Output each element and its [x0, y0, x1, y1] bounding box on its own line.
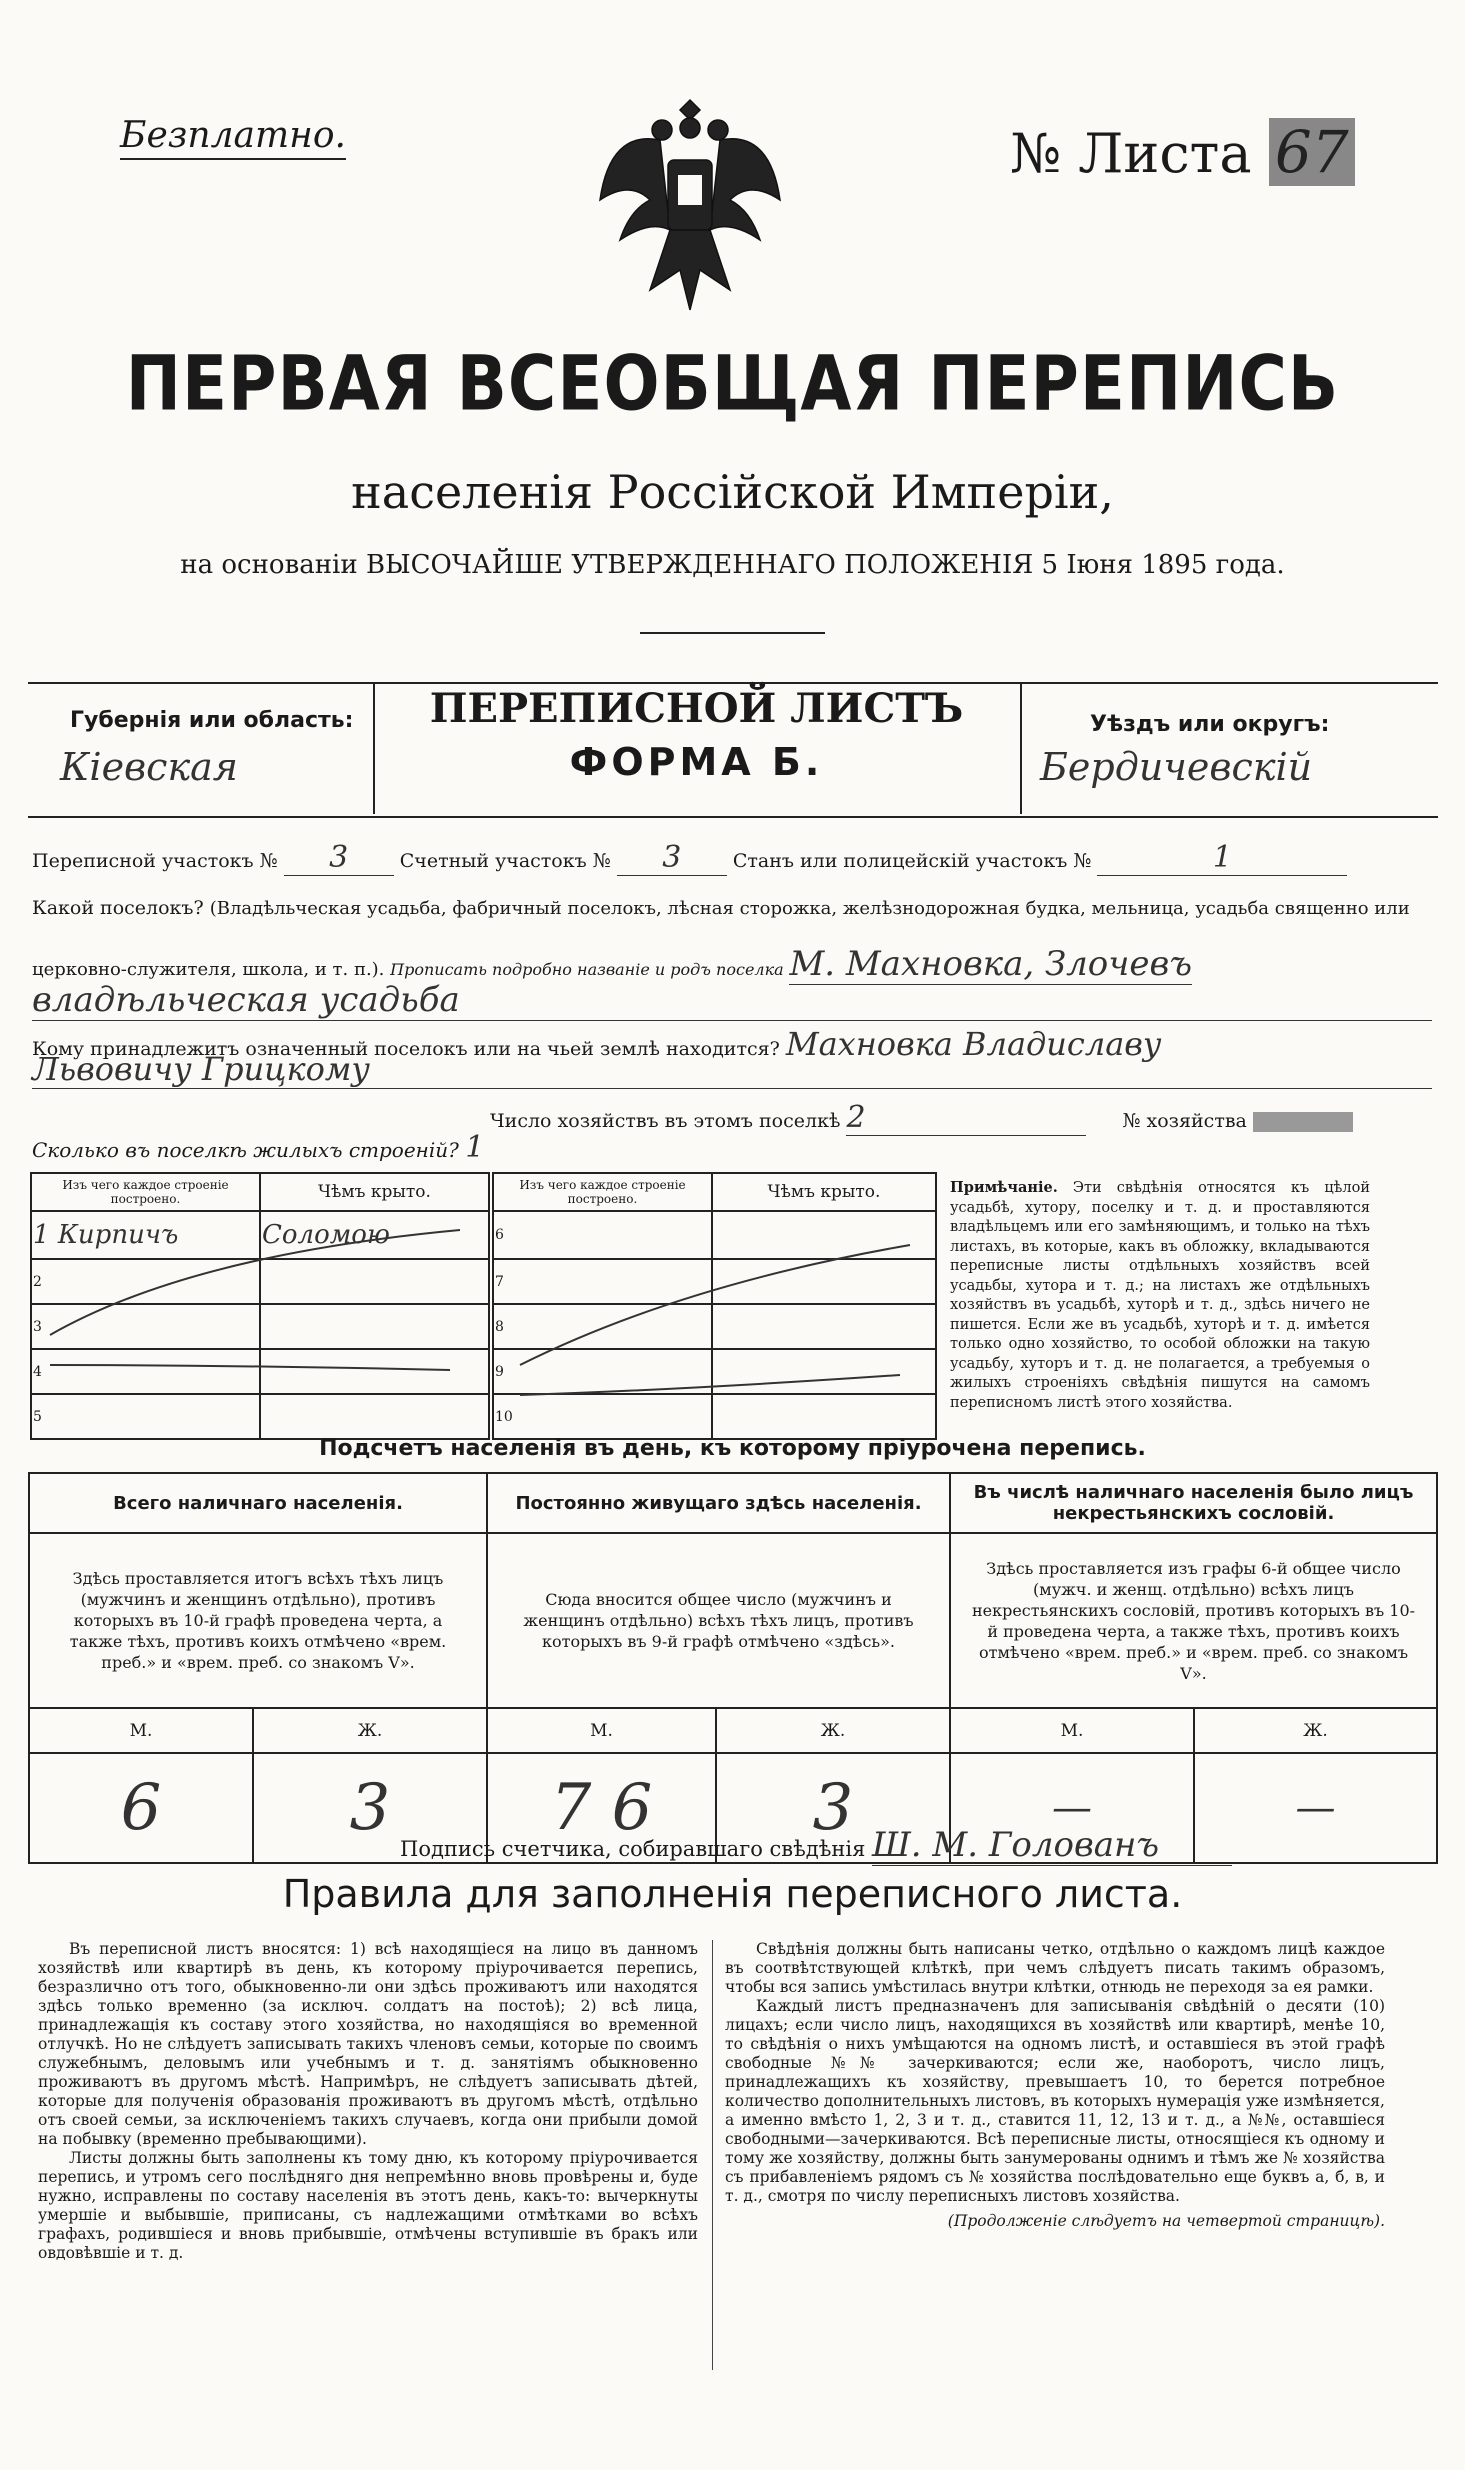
form-title: ПЕРЕПИСНОЙ ЛИСТЪ [429, 685, 964, 732]
f-header: Ж. [253, 1708, 487, 1753]
rules-title: Правила для заполненія переписного листа. [282, 1872, 1183, 1916]
owner-value-1: Махновка Владиславу [785, 1025, 1162, 1063]
basis-line: на основаніи ВЫСОЧАЙШЕ УТВЕРЖДЕННАГО ПОЛОЖЕНІЯ 5 Іюня 1895 года. [180, 550, 1285, 580]
signature-value: Ш. М. Голованъ [872, 1825, 1232, 1866]
page-title: ПЕРВАЯ ВСЕОБЩАЯ ПЕРЕПИСЬ [125, 339, 1340, 428]
rules-right-p2: Каждый листъ предназначенъ для записыванія свѣдѣній о десяти (10) лицахъ; если число лицъ, находящихся въ хозяйствѣ или квартирѣ, менѣе 10, то свѣдѣнія о нихъ умѣщаются на одномъ листѣ, и оставшіеся въ этой графѣ свободные №№ зачеркиваются; если же, наоборотъ, число лицъ, принадлежащихъ къ хозяйству, превышаетъ 10, то берется потребное количество дополнительныхъ листовъ, въ которыхъ нумерація уже измѣняется, а именно вмѣсто 1, 2, 3 и т. д., ставится 11, 12, 13 и т. д., а №№, оставшіеся свободными—зачеркиваются. Всѣ переписные листы, относящіеся къ одному и тому же хозяйству, должны быть занумерованы однимъ и тѣмъ же № хозяйства съ прибавленіемъ рядомъ съ № хозяйства послѣдовательно еще буквъ а, б, в, и т. д., смотря по числу переписныхъ листовъ хозяйства. [725, 1997, 1385, 2205]
column-divider [712, 1940, 713, 2370]
sheet-number-label: № Листа [1010, 122, 1252, 185]
rules-continuation: (Продолженіе слѣдуетъ на четвертой страницѣ). [947, 2212, 1385, 2230]
material-header: Изъ чего каждое строеніе построено. [31, 1173, 260, 1211]
pop-col3-header: Въ числѣ наличнаго населенія было лицъ некрестьянскихъ сословій. [950, 1473, 1437, 1533]
row-number: 5 [31, 1394, 260, 1439]
district-label: Уѣздъ или округъ: [1090, 712, 1330, 737]
strike-marks [30, 1225, 940, 1425]
material-header: Изъ чего каждое строеніе построено. [493, 1173, 712, 1211]
row-number: 3 [31, 1304, 260, 1349]
m-header: М. [29, 1708, 253, 1753]
household-no-value [1253, 1112, 1353, 1132]
rules-right-p1: Свѣдѣнія должны быть написаны четко, отдѣльно о каждомъ лицѣ каждое въ соотвѣтствующей клѣткѣ, при чемъ слѣдуетъ писать такимъ образомъ, чтобы вся запись умѣстилась внутри клѣтки, отнюдь не переходя за ея рамки. [725, 1940, 1385, 1996]
permanent-female: 3 [716, 1753, 950, 1863]
row-1-roof: Соломою [260, 1211, 489, 1259]
dwellings-label: Сколько въ поселкѣ жилыхъ строеній? [32, 1138, 459, 1162]
non-christian-male: — [950, 1753, 1194, 1863]
police-section-value: 1 [1097, 840, 1347, 876]
signature-label: Подпись счетчика, собиравшаго свѣдѣнія [400, 1837, 866, 1861]
census-section-row [32, 840, 1432, 876]
settlement-question [32, 897, 1432, 919]
rules-left-p1: Въ переписной листъ вносятся: 1) всѣ находящіеся на лицо въ данномъ хозяйствѣ или квартирѣ въ день, къ которому пріурочивается перепись, безразлично отъ того, обыкновенно-ли они здѣсь проживаютъ или находятся здѣсь только временно (за исключ. солдатъ на постоѣ); 2) всѣ лица, принадлежащія къ составу этого хозяйства, но находящіяся во временной отлучкѣ. Но не слѣдуетъ записывать такихъ членовъ семьи, которые по своимъ служебнымъ, деловымъ или учебнымъ и т. д. занятіямъ обыкновенно проживаютъ въ другомъ мѣстѣ. Напримѣръ, не слѣдуетъ записывать дѣтей, которые для полученія образованія проживаютъ въ другомъ мѣстѣ, отдѣльно отъ своей семьи, за исключеніемъ такихъ случаевъ, когда они прибыли домой на побывку (временно пребывающими). [38, 1940, 698, 2148]
sheet-number [1010, 118, 1355, 186]
form-subtitle: ФОРМА Б. [569, 740, 824, 784]
rules-left-p2: Листы должны быть заполнены къ тому дню, къ которому пріурочивается перепись, и утромъ сего послѣдняго дня непремѣнно вновь провѣрены и, буде нужно, исправлены по составу населенія въ этотъ день, какъ-то: вычеркнуты умершіе и выбывшіе, приписаны, съ надлежащими отмѣтками во всѣхъ графахъ, родившіеся и вновь прибывшіе, отмѣчены вступившіе въ бракъ или овдовѣвшіе и т. д. [38, 2149, 698, 2262]
police-section-label: Станъ или полицейскій участокъ № [732, 850, 1092, 872]
note-title: Примѣчаніе. [950, 1179, 1058, 1196]
present-female: 3 [253, 1753, 487, 1863]
pop-col1-desc: Здѣсь проставляется итогъ всѣхъ тѣхъ лицъ (мужчинъ и женщинъ отдѣльно), противъ которыхъ въ 10-й графѣ проведена черта, а также тѣхъ, противъ коихъ отмѣчено «врем. преб.» и «врем. преб. со знакомъ V». [29, 1533, 487, 1708]
owner-label: Кому принадлежитъ означенный поселокъ или на чьей землѣ находится? [32, 1038, 780, 1060]
roof-header: Чѣмъ крыто. [712, 1173, 936, 1211]
non-christian-female: — [1194, 1753, 1437, 1863]
province-value: Кіевская [60, 745, 238, 789]
coat-of-arms-icon [590, 90, 790, 320]
note-body: Эти свѣдѣнія относятся къ цѣлой усадьбѣ, хутору, поселку и т. д. и проставляются владѣльцемъ или его замѣняющимъ, и только на тѣхъ листахъ, въ которые, какъ въ обложку, вкладываются переписные листы отдѣльныхъ хозяйствъ всей усадьбы, хутора и т. д.; на листахъ же отдѣльныхъ хозяйствъ въ усадьбѣ, хуторѣ и т. д., здѣсь ничего не пишется. Если же въ усадьбѣ, хуторѣ и т. д. имѣется только одно хозяйство, то особой обложки на такую усадьбу, хуторъ и т. д. не полагается, а требуемыя о жилыхъ строеніяхъ свѣдѣнія пишутся на самомъ переписномъ листѣ этого хозяйства. [950, 1180, 1370, 1411]
row-number: 7 [493, 1259, 712, 1304]
households-count-label: Число хозяйствъ въ этомъ поселкѣ [490, 1110, 841, 1132]
divider [640, 632, 825, 634]
population-title: Подсчетъ населенія въ день, къ которому пріурочена перепись. [319, 1436, 1146, 1461]
settlement-hint-row [32, 944, 1432, 984]
page-subtitle: населенія Россійской Имперіи, [351, 465, 1114, 519]
settlement-hint: (Владѣльческая усадьба, фабричный поселокъ, лѣсная сторожка, желѣзнодорожная будка, мельница, усадьба священно или [209, 898, 1410, 919]
row-material: Кирпичъ [57, 1220, 179, 1250]
row-number: 1 [33, 1220, 50, 1250]
dwellings-row [32, 1130, 484, 1165]
row-number: 10 [493, 1394, 712, 1439]
pop-col1-header: Всего наличнаго населенія. [29, 1473, 487, 1533]
dwellings-value: 1 [465, 1130, 485, 1165]
counting-section-label: Счетный участокъ № [399, 850, 611, 872]
row-number: 4 [31, 1349, 260, 1394]
settlement-value-2: владѣльческая усадьба [32, 980, 1432, 1021]
row-number: 2 [31, 1259, 260, 1304]
owner-value-2: Львовичу Грицкому [32, 1050, 1432, 1089]
row-number: 9 [493, 1349, 712, 1394]
present-male: 6 [29, 1753, 253, 1863]
f-header: Ж. [716, 1708, 950, 1753]
m-header: М. [950, 1708, 1194, 1753]
rules-left-column [38, 1940, 698, 2263]
signature-row [400, 1825, 1232, 1866]
settlement-label: Какой поселокъ? [32, 897, 204, 919]
households-count-value: 2 [846, 1100, 1086, 1136]
census-section-value: 3 [284, 840, 394, 876]
m-header: М. [487, 1708, 716, 1753]
settlement-instruction: Прописать подробно названіе и родъ поселка [390, 960, 784, 979]
free-label: Безплатно. [120, 115, 346, 160]
rules-right-column [725, 1940, 1385, 2231]
province-label: Губернія или область: [70, 708, 354, 733]
household-no-label: № хозяйства [1122, 1110, 1247, 1132]
sheet-number-value: 67 [1269, 118, 1355, 186]
row-number: 8 [493, 1304, 712, 1349]
f-header: Ж. [1194, 1708, 1437, 1753]
households-row [490, 1100, 1430, 1136]
permanent-male: 7 6 [487, 1753, 716, 1863]
district-value: Бердичевскій [1040, 745, 1313, 789]
counting-section-value: 3 [617, 840, 727, 876]
settlement-hint-cont: церковно-служителя, школа, и т. п.). [32, 959, 385, 980]
roof-header: Чѣмъ крыто. [260, 1173, 489, 1211]
settlement-value-1: М. Махновка, Злочевъ [789, 944, 1192, 984]
census-section-label: Переписной участокъ № [32, 850, 278, 872]
pop-col2-header: Постоянно живущаго здѣсь населенія. [487, 1473, 950, 1533]
note-text [950, 1178, 1370, 1413]
pop-col2-desc: Сюда вносится общее число (мужчинъ и женщинъ отдѣльно) всѣхъ тѣхъ лицъ, противъ которыхъ въ 9-й графѣ отмѣчено «здѣсь». [487, 1533, 950, 1708]
row-number: 6 [493, 1211, 712, 1259]
pop-col3-desc: Здѣсь проставляется изъ графы 6-й общее число (мужч. и женщ. отдѣльно) всѣхъ лицъ некрестьянскихъ сословій, противъ которыхъ въ 10-й проведена черта, а также тѣхъ, противъ коихъ отмѣчено «врем. преб.» и «врем. преб. со знакомъ V». [950, 1533, 1437, 1708]
population-table [28, 1472, 1438, 1864]
